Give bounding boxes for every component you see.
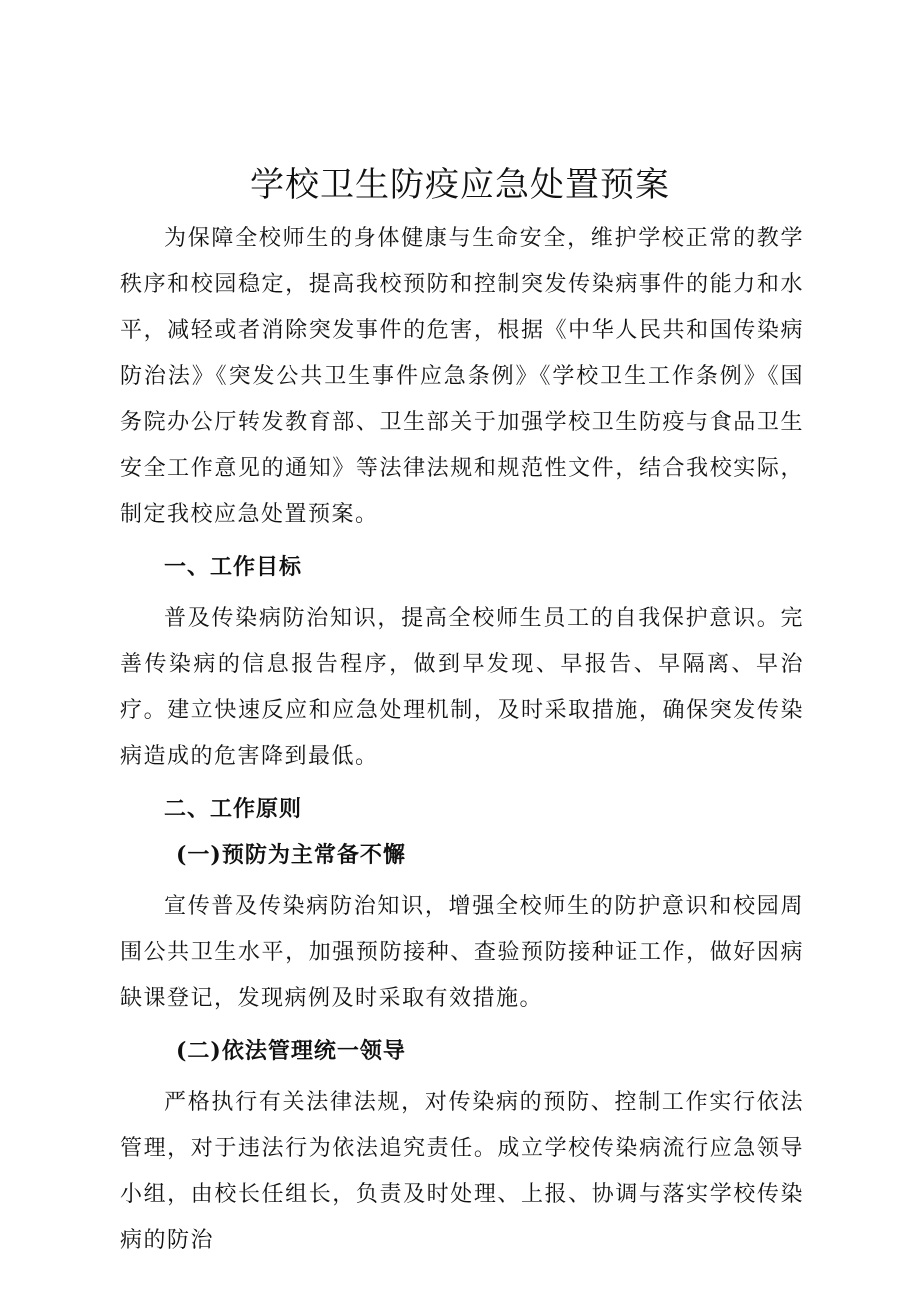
section-heading-goals: 一、工作目标 [164, 554, 303, 580]
section-heading-principles: 二、工作原则 [164, 796, 303, 822]
subsection-body-prevention: 宣传普及传染病防治知识，增强全校师生的防护意识和校园周围公共卫生水平，加强预防接种、查验预防接种证工作，做好因病缺课登记，发现病例及时采取有效措施。 [120, 894, 804, 1011]
subsection-heading-prevention: (一)预防为主常备不懈 [176, 842, 406, 868]
document-title: 学校卫生防疫应急处置预案 [250, 165, 670, 205]
section-body-goals: 普及传染病防治知识，提高全校师生员工的自我保护意识。完善传染病的信息报告程序，做到早发现、早报告、早隔离、早治疗。建立快速反应和应急处理机制，及时采取措施，确保突发传染病造成的危害降到最低。 [120, 606, 804, 769]
subsection-body-legal-management: 严格执行有关法律法规，对传染病的预防、控制工作实行依法管理，对于违法行为依法追究责任。成立学校传染病流行应急领导小组，由校长任组长，负责及时处理、上报、协调与落实学校传染病的防治 [120, 1090, 804, 1253]
subsection-heading-legal-management: (二)依法管理统一领导 [176, 1038, 406, 1064]
document-body [120, 216, 804, 1264]
intro-paragraph: 为保障全校师生的身体健康与生命安全，维护学校正常的教学秩序和校园稳定，提高我校预防和控制突发传染病事件的能力和水平，减轻或者消除突发事件的危害，根据《中华人民共和国传染病防治法》《突发公共卫生事件应急条例》《学校卫生工作条例》《国务院办公厅转发教育部、卫生部关于加强学校卫生防疫与食品卫生安全工作意见的通知》等法律法规和规范性文件，结合我校实际，制定我校应急处置预案。 [120, 226, 804, 527]
